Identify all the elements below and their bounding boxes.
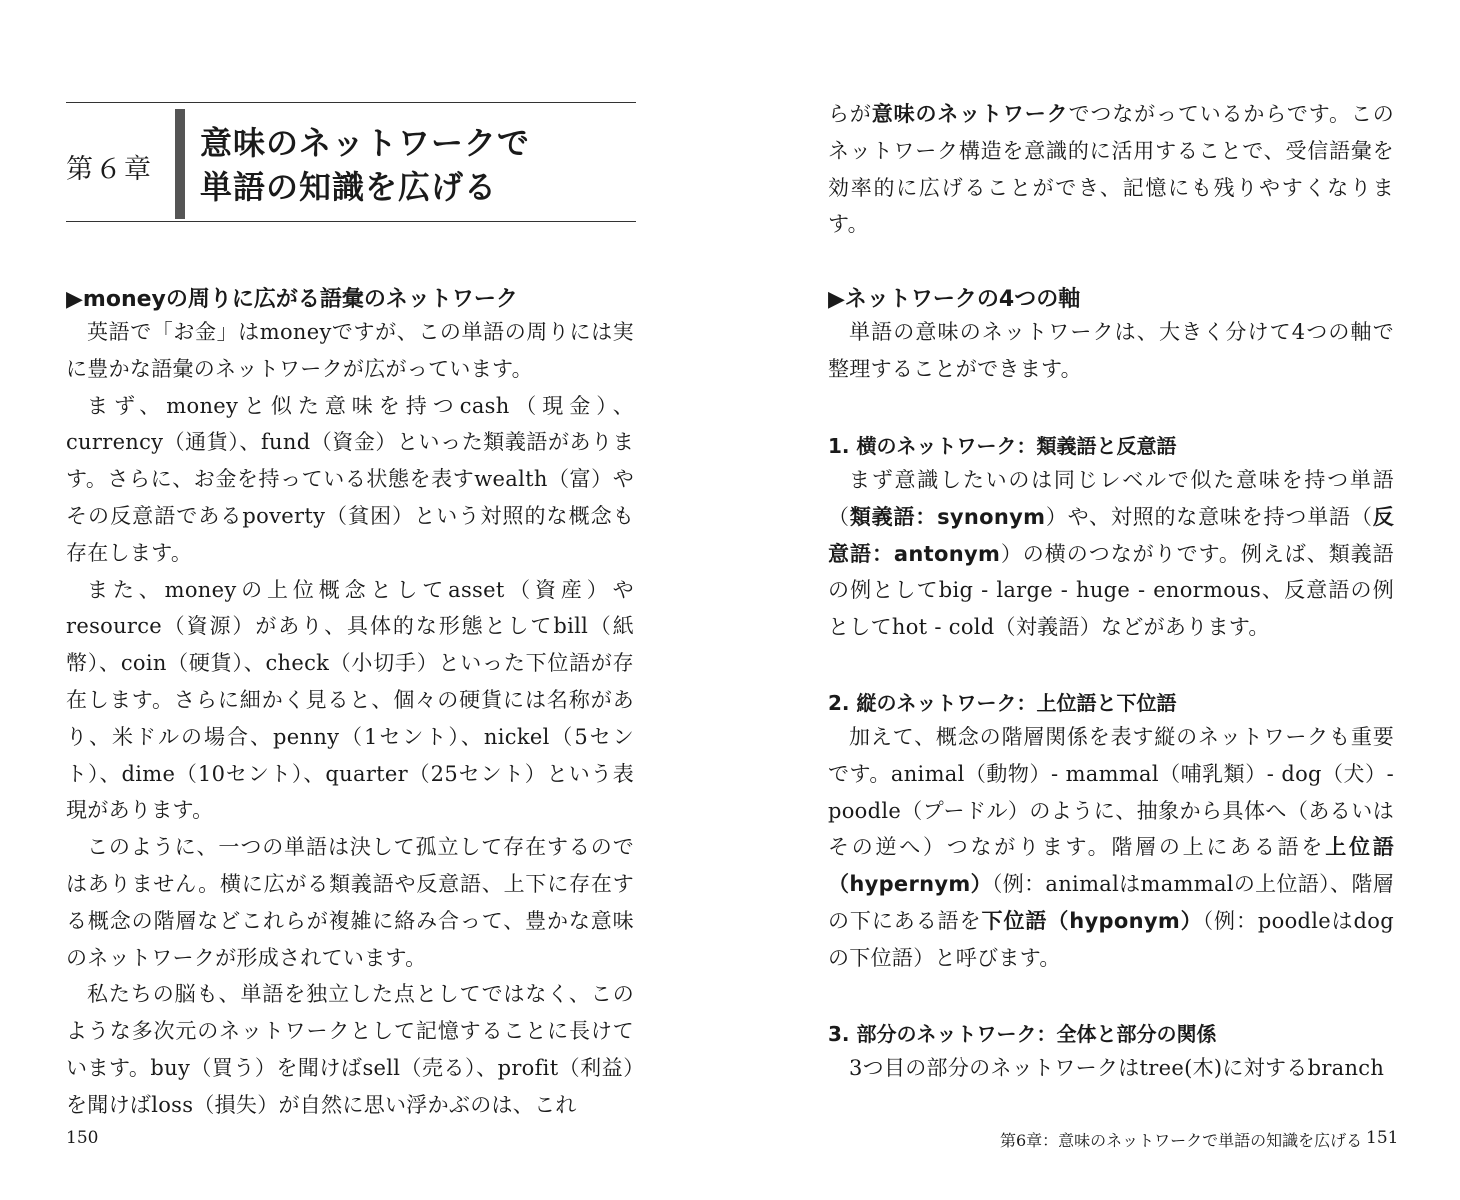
page-number-left: 150 [66, 1128, 99, 1148]
paragraph [828, 96, 1394, 243]
bold-term: 下位語（hyponym） [981, 908, 1203, 933]
text-run: （例：animalはmammalの上位語）、階層の下にある語を [828, 872, 1394, 933]
bold-term: 上位語（hypernym） [828, 835, 1394, 897]
chapter-heading-box [66, 102, 636, 222]
paragraph: また、moneyの上位概念としてasset（資産）やresource（資源）があり、具体的な形態としてbill（紙幣）、coin（硬貨）、check（小切手）といった下位語が存在します。さらに細かく見ると、個々の硬貨には名称があり、米ドルの場合、penny（1セント）、nickel（5セント）、dime（10セント）、quarter（25セント）という表現があります。 [66, 577, 634, 823]
section-heading-four-axes: ▶ネットワークの4つの軸 [828, 287, 1081, 312]
chapter-title-line1: 意味のネットワークで [200, 124, 531, 162]
paragraph: 単語の意味のネットワークは、大きく分けて4つの軸で整理することができます。 [828, 320, 1394, 381]
paragraph: まず、moneyと似た意味を持つcash（現金）、currency（通貨）、fund（資金）といった類義語があります。さらに、お金を持っている状態を表すwealth（富）やその反意語であるpoverty（貧困）という対照的な概念も存在します。 [66, 393, 634, 565]
part-network-text [828, 1050, 1394, 1087]
horizontal-network-text [828, 462, 1394, 646]
subheading-part-network: 3. 部分のネットワーク：全体と部分の関係 [828, 1022, 1217, 1046]
text-run: （例：poodleはdogの下位語）と呼びます。 [828, 908, 1394, 970]
text-run: らが [828, 102, 872, 126]
vertical-network-text [828, 719, 1394, 977]
left-body-text [66, 314, 634, 1124]
chapter-divider-bar [175, 109, 185, 219]
paragraph: このように、一つの単語は決して孤立して存在するのではありません。横に広がる類義語や反意語、上下に存在する概念の階層などこれらが複雑に絡み合って、豊かな意味のネットワークが形成されています。 [66, 835, 634, 970]
chapter-title-line2: 単語の知識を広げる [200, 168, 498, 206]
text-run: ）や、対照的な意味を持つ単語（ [1045, 504, 1373, 529]
intro-text [828, 314, 1394, 388]
right-page [730, 0, 1460, 1200]
continuation-text [828, 96, 1394, 243]
paragraph: 3つ目の部分のネットワークはtree(木)に対するbranch [849, 1056, 1385, 1080]
subheading-horizontal-network: 1. 横のネットワーク：類義語と反意語 [828, 434, 1177, 458]
running-head: 第6章：意味のネットワークで単語の知識を広げる [1000, 1131, 1363, 1150]
bold-term: 意味のネットワーク [871, 102, 1069, 126]
chapter-title [200, 121, 530, 209]
text-run: まず意識したいのは同じレベルで似た意味を持つ単語（ [828, 468, 1394, 529]
paragraph [828, 462, 1394, 646]
text-run: でつながっているからです。このネットワーク構造を意識的に活用することで、受信語彙を効率的に広げることができ、記憶にも残りやすくなります。 [828, 102, 1395, 237]
paragraph [828, 719, 1394, 977]
subheading-vertical-network: 2. 縦のネットワーク：上位語と下位語 [828, 691, 1177, 715]
paragraph: 私たちの脳も、単語を独立した点としてではなく、このような多次元のネットワークとして記憶することに長けています。buy（買う）を聞けばsell（売る）、profit（利益）を聞けばloss（損失）が自然に思い浮かぶのは、これ [66, 982, 634, 1117]
bold-term: 反意語：antonym [828, 504, 1394, 566]
section-heading-money-network: ▶moneyの周りに広がる語彙のネットワーク [66, 287, 518, 312]
text-run: 加えて、概念の階層関係を表す縦のネットワークも重要です。animal（動物）- mammal（哺乳類）- dog（犬）- poodle（プードル）のように、抽象から具体へ（あるいはその逆へ）つながります。階層の上にある語を [828, 725, 1394, 860]
page-number-right: 151 [1366, 1128, 1399, 1148]
paragraph: 英語で「お金」はmoneyですが、この単語の周りには実に豊かな語彙のネットワークが広がっています。 [66, 320, 634, 381]
text-run: ）の横のつながりです。例えば、類義語の例としてbig - large - huge - enormous、反意語の例としてhot - cold（対義語）などがあります。 [828, 541, 1395, 640]
chapter-label: 第６章 [66, 154, 153, 185]
bold-term: 類義語：synonym [849, 504, 1046, 529]
